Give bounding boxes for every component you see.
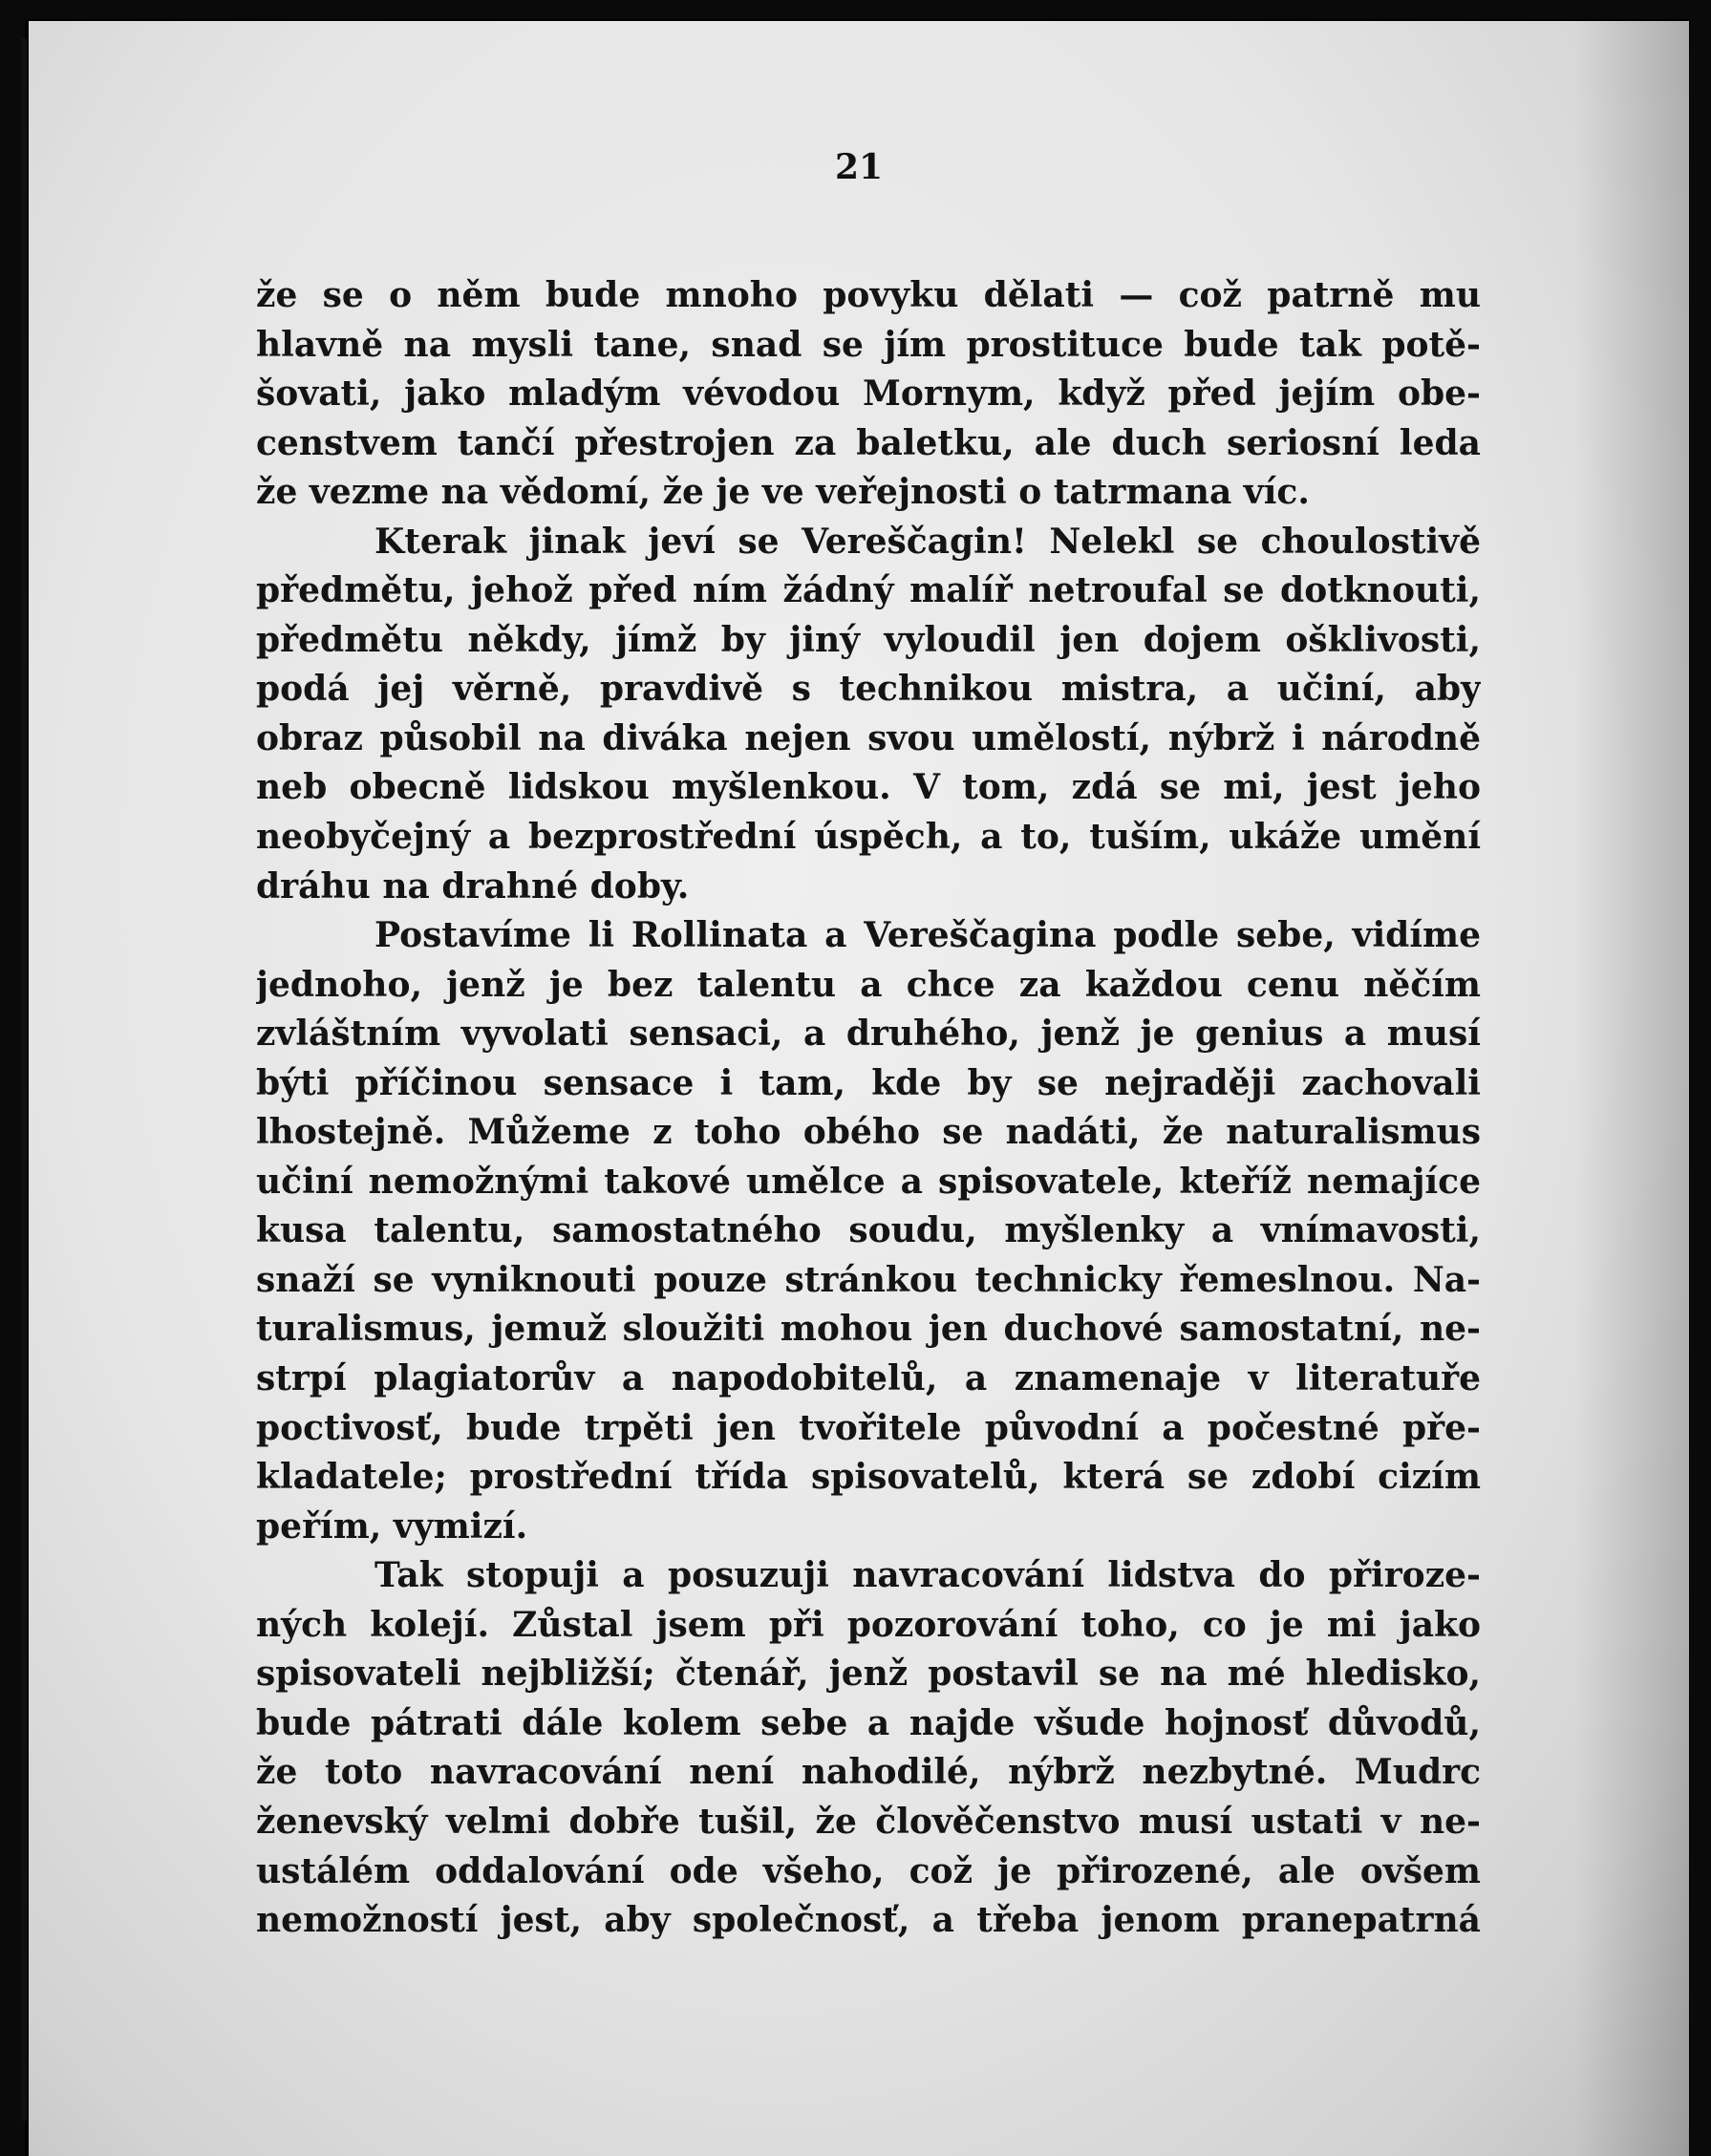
text-line: zvláštním vyvolati sensaci, a druhého, jenž je genius a musí — [256, 1014, 1481, 1055]
text-line: neb obecně lidskou myšlenkou. V tom, zdá se mi, jest jeho — [256, 767, 1481, 808]
text-line: censtvem tančí přestrojen za baletku, ale duch seriosní leda — [256, 422, 1481, 463]
text-line: šovati, jako mladým vévodou Mornym, když před jejím obe- — [256, 374, 1481, 415]
book-page — [29, 21, 1689, 2156]
text-line: peřím, vymizí. — [256, 1505, 528, 1547]
text-line: lhostejně. Můžeme z toho obého se nadáti, že naturalismus — [256, 1112, 1481, 1153]
text-line: kusa talentu, samostatného soudu, myšlenky a vnímavosti, — [256, 1210, 1481, 1251]
text-line: jednoho, jenž je bez talentu a chce za každou cenu něčím — [256, 964, 1481, 1005]
text-line: nemožností jest, aby společnosť, a třeba jenom pranepatrná — [256, 1900, 1481, 1941]
text-line: předmětu někdy, jímž by jiný vyloudil jen dojem ošklivosti, — [256, 619, 1481, 660]
text-line: kladatele; prostřední třída spisovatelů, která se zdobí cizím — [256, 1457, 1481, 1498]
text-line: že vezme na vědomí, že je ve veřejnosti o tatrmana víc. — [256, 472, 1310, 513]
text-line: obraz působil na diváka nejen svou umělostí, nýbrž i národně — [256, 717, 1481, 758]
text-line: snaží se vyniknouti pouze stránkou technicky řemeslnou. Na- — [256, 1259, 1481, 1300]
text-line: učiní nemožnými takové umělce a spisovatele, kteříž nemajíce — [256, 1161, 1481, 1202]
binding-rule — [21, 38, 27, 2121]
text-line: spisovateli nejbližší; čtenář, jenž postavil se na mé hledisko, — [256, 1654, 1481, 1695]
page-number: 21 — [834, 147, 884, 187]
text-line: Tak stopuji a posuzuji navracování lidstva do přiroze- — [374, 1555, 1481, 1596]
text-line: turalismus, jemuž sloužiti mohou jen duchové samostatní, ne- — [256, 1309, 1481, 1350]
text-line: neobyčejný a bezprostřední úspěch, a to, tuším, ukáže umění — [256, 817, 1481, 858]
text-line: ženevský velmi dobře tušil, že člověčenstvo musí ustati v ne- — [256, 1801, 1481, 1842]
text-line: hlavně na mysli tane, snad se jím prostituce bude tak potě- — [256, 324, 1481, 365]
scan-border-right — [1690, 0, 1711, 2156]
text-line: strpí plagiatorův a napodobitelů, a znamenaje v literatuře — [256, 1358, 1481, 1399]
text-line: že se o něm bude mnoho povyku dělati — což patrně mu — [256, 275, 1481, 315]
text-line: Postavíme li Rollinata a Vereščagina podle sebe, vidíme — [374, 915, 1481, 956]
text-line: Kterak jinak jeví se Vereščagin! Nelekl se choulostivě — [374, 521, 1481, 562]
body-text — [256, 271, 1481, 1946]
scan-border-top — [0, 0, 1711, 19]
text-line: podá jej věrně, pravdivě s technikou mistra, a učiní, aby — [256, 669, 1481, 710]
text-line: poctivosť, bude trpěti jen tvořitele původní a počestné pře- — [256, 1407, 1481, 1448]
text-line: bude pátrati dále kolem sebe a najde všude hojnosť důvodů, — [256, 1702, 1481, 1743]
text-line: ustálém oddalování ode všeho, což je přirozené, ale ovšem — [256, 1850, 1481, 1891]
text-line: ných kolejí. Zůstal jsem při pozorování toho, co je mi jako — [256, 1604, 1481, 1645]
text-line: býti příčinou sensace i tam, kde by se nejraději zachovali — [256, 1062, 1481, 1103]
text-line: dráhu na drahné doby. — [256, 865, 690, 907]
text-line: že toto navracování není nahodilé, nýbrž nezbytné. Mudrc — [256, 1752, 1481, 1793]
text-line: předmětu, jehož před ním žádný malíř netroufal se dotknouti, — [256, 570, 1481, 611]
